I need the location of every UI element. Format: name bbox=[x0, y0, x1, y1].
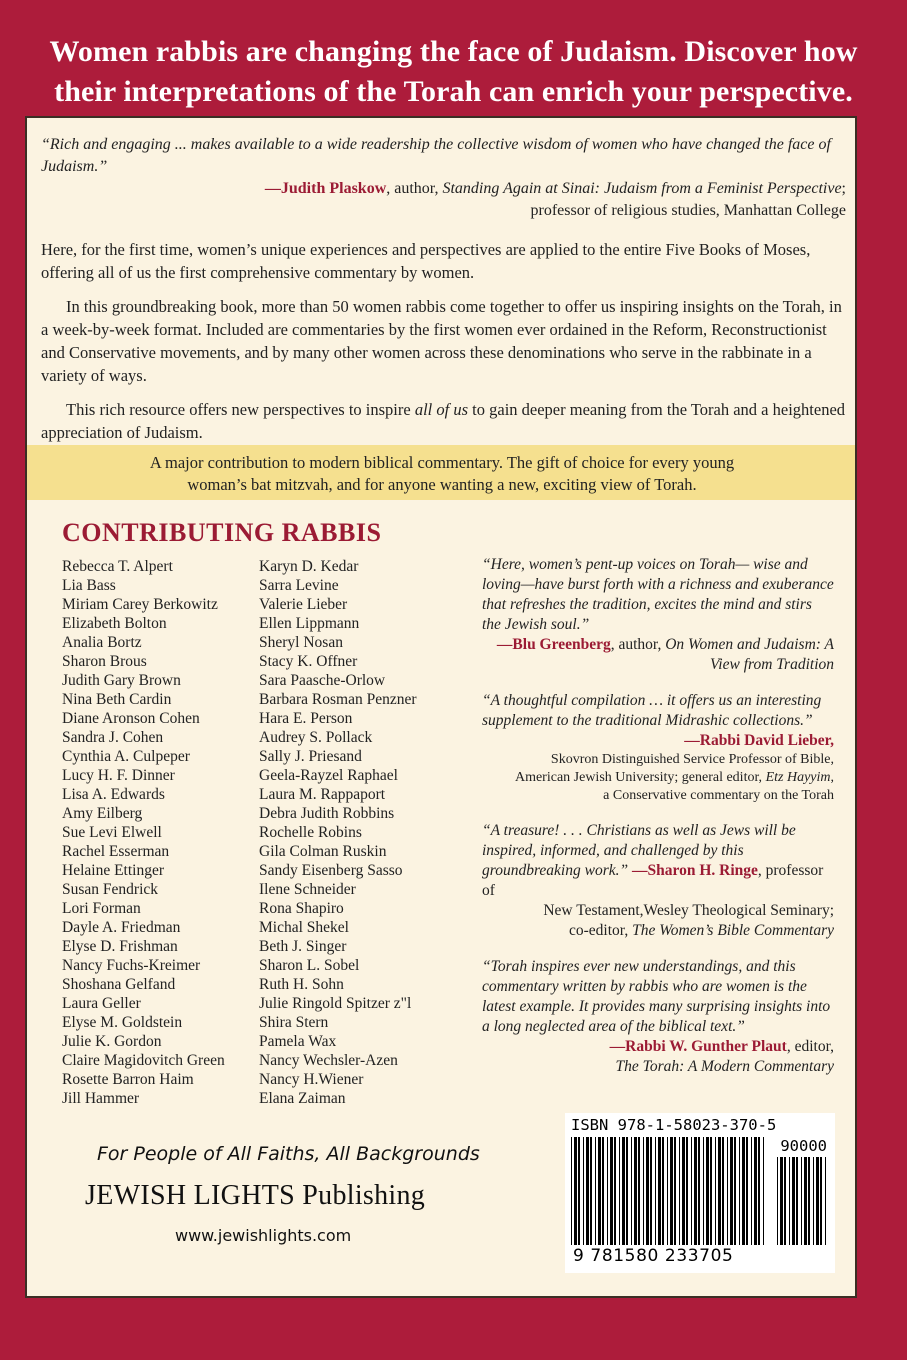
barcode-bar bbox=[784, 1157, 786, 1245]
contributor-name: Sarra Levine bbox=[259, 577, 339, 594]
lieber-affiliation-text: American Jewish University; general editor, bbox=[514, 770, 766, 785]
contributor-name: Amy Eilberg bbox=[62, 805, 143, 822]
contributor-name: Julie Ringold Spitzer z"l bbox=[259, 995, 412, 1012]
barcode-bar bbox=[825, 1157, 826, 1245]
contributor-name: Debra Judith Robbins bbox=[259, 805, 395, 822]
lieber-author-line bbox=[482, 731, 834, 751]
plaut-endorsement bbox=[482, 957, 834, 1077]
plaut-attribution bbox=[482, 1037, 834, 1057]
contributor-name: Rochelle Robins bbox=[259, 824, 362, 841]
contributor-name: Nancy Fuchs-Kreimer bbox=[62, 957, 201, 974]
barcode-bar bbox=[619, 1137, 620, 1245]
contributor-name: Judith Gary Brown bbox=[62, 672, 181, 689]
ringe-coeditor bbox=[482, 921, 834, 941]
barcode-bar bbox=[583, 1137, 584, 1245]
contributor-name: Valerie Lieber bbox=[259, 596, 348, 613]
barcode-bar bbox=[667, 1137, 668, 1245]
isbn-barcode bbox=[565, 1113, 835, 1273]
barcode-bar bbox=[804, 1157, 807, 1245]
plaut-role: , editor, bbox=[786, 1038, 834, 1055]
contributor-name: Michal Shekel bbox=[259, 919, 349, 936]
contributor-name: Elyse M. Goldstein bbox=[62, 1014, 183, 1031]
contributor-name: Elana Zaiman bbox=[259, 1090, 346, 1107]
plaut-quote-text: “Torah inspires ever new understandings, and this commentary written by rabbis who are women is the latest example. It provides many surprising insights into a long neglected area of the biblical text.” bbox=[482, 958, 831, 1035]
p3-emphasis: all of us bbox=[414, 400, 469, 419]
description-paragraph-3 bbox=[41, 398, 846, 444]
barcode-bar bbox=[703, 1137, 704, 1245]
greenberg-author: —Blu Greenberg bbox=[496, 636, 611, 653]
barcode-bar bbox=[578, 1137, 580, 1245]
barcode-bar bbox=[574, 1137, 577, 1245]
barcode-bar bbox=[780, 1157, 783, 1245]
contributor-name: Helaine Ettinger bbox=[62, 862, 164, 879]
contributor-name: Cynthia A. Culpeper bbox=[62, 748, 190, 765]
barcode-bar bbox=[710, 1137, 712, 1245]
headline-line-2: their interpretations of the Torah can enrich your perspective. bbox=[54, 75, 853, 108]
contributor-name: Rebecca T. Alpert bbox=[62, 558, 173, 575]
barcode-bar bbox=[816, 1157, 819, 1245]
barcode-bar bbox=[571, 1137, 572, 1245]
barcode-bar bbox=[792, 1157, 795, 1245]
plaskow-affiliation: professor of religious studies, Manhattan College bbox=[530, 202, 846, 219]
barcode-bar bbox=[607, 1137, 608, 1245]
cover-headline bbox=[30, 32, 877, 112]
barcode-bar bbox=[650, 1137, 652, 1245]
lieber-endorsement bbox=[482, 691, 834, 805]
contributor-name: Rona Shapiro bbox=[259, 900, 344, 917]
contributor-name: Sharon L. Sobel bbox=[259, 957, 360, 974]
greenberg-role: , author, bbox=[610, 636, 666, 653]
band-line-1: A major contribution to modern biblical commentary. The gift of choice for every young bbox=[149, 453, 735, 472]
barcode-bar bbox=[682, 1137, 685, 1245]
barcode-bar bbox=[679, 1137, 680, 1245]
lieber-quote-text: “A thoughtful compilation … it offers us an interesting supplement to the traditional Midrashic collections.” bbox=[482, 692, 822, 729]
contributor-name: Lucy H. F. Dinner bbox=[62, 767, 175, 784]
contributor-name: Miriam Carey Berkowitz bbox=[62, 596, 218, 613]
contributor-name: Diane Aronson Cohen bbox=[62, 710, 200, 727]
isbn-label: ISBN 978-1-58023-370-5 bbox=[571, 1116, 777, 1134]
contributor-name: Sally J. Priesand bbox=[259, 748, 362, 765]
barcode-bar bbox=[813, 1157, 814, 1245]
contributor-name: Lori Forman bbox=[62, 900, 141, 917]
p3-end: to gain deeper meaning from the Torah and a heightened appreciation of Judaism. bbox=[41, 400, 846, 442]
contributor-name: Jill Hammer bbox=[62, 1090, 140, 1107]
contributor-name: Dayle A. Friedman bbox=[62, 919, 181, 936]
lieber-book: Etz Hayyim bbox=[765, 770, 831, 785]
barcode-bar bbox=[598, 1137, 601, 1245]
contributors-column-2 bbox=[259, 557, 417, 1108]
barcode-bar bbox=[610, 1137, 613, 1245]
ringe-quote-text bbox=[482, 821, 834, 901]
barcode-bar bbox=[662, 1137, 664, 1245]
barcode-bar bbox=[631, 1137, 632, 1245]
barcode-bar bbox=[590, 1137, 592, 1245]
barcode-bar bbox=[586, 1137, 589, 1245]
contributor-name: Nancy Wechsler-Azen bbox=[259, 1052, 398, 1069]
barcode-bar bbox=[751, 1137, 752, 1245]
price-code: 90000 bbox=[780, 1137, 827, 1155]
barcode-bar bbox=[730, 1137, 733, 1245]
barcode-bar bbox=[808, 1157, 810, 1245]
barcode-bar bbox=[658, 1137, 661, 1245]
endorsements-column bbox=[482, 555, 834, 1093]
barcode-bar bbox=[670, 1137, 673, 1245]
contributor-name: Ilene Schneider bbox=[259, 881, 356, 898]
contributor-name: Gila Colman Ruskin bbox=[259, 843, 387, 860]
tagline: For People of All Faiths, All Backgrounds bbox=[97, 1143, 480, 1165]
barcode-bar bbox=[634, 1137, 637, 1245]
barcode-bar bbox=[801, 1157, 802, 1245]
contributor-name: Rosette Barron Haim bbox=[62, 1071, 194, 1088]
contributor-name: Nina Beth Cardin bbox=[62, 691, 172, 708]
contributor-name: Karyn D. Kedar bbox=[259, 558, 359, 575]
barcode-bar bbox=[746, 1137, 748, 1245]
barcode-bar bbox=[622, 1137, 625, 1245]
contributor-name: Laura M. Rappaport bbox=[259, 786, 386, 803]
contributor-name: Sara Paasche-Orlow bbox=[259, 672, 386, 689]
ringe-affiliation: New Testament,Wesley Theological Seminary; bbox=[543, 902, 834, 919]
barcode-bar bbox=[715, 1137, 716, 1245]
barcode-bar bbox=[674, 1137, 676, 1245]
plaut-book: The Torah: A Modern Commentary bbox=[615, 1058, 834, 1075]
description-paragraph-1: Here, for the first time, women’s unique experiences and perspectives are applied to the entire Five Books of Moses, offering all of us the first comprehensive commentary by women. bbox=[41, 240, 811, 282]
barcode-bar bbox=[777, 1157, 778, 1245]
contributor-name: Sharon Brous bbox=[62, 653, 147, 670]
contributors-column-1 bbox=[62, 557, 225, 1108]
contributor-name: Laura Geller bbox=[62, 995, 141, 1012]
contributors-heading: CONTRIBUTING RABBIS bbox=[62, 518, 382, 547]
contributor-name: Audrey S. Pollack bbox=[259, 729, 373, 746]
contributor-name: Barbara Rosman Penzner bbox=[259, 691, 417, 708]
lieber-book-desc: a Conservative commentary on the Torah bbox=[603, 788, 834, 803]
greenberg-endorsement bbox=[482, 555, 834, 675]
barcode-bar bbox=[646, 1137, 649, 1245]
contributor-name: Claire Magidovitch Green bbox=[62, 1052, 225, 1069]
barcode-bar bbox=[820, 1157, 822, 1245]
barcode-bar bbox=[739, 1137, 740, 1245]
highlight-band-text bbox=[57, 452, 827, 496]
lieber-title: Skovron Distinguished Service Professor of Bible, bbox=[550, 752, 834, 767]
contributor-name: Analia Bortz bbox=[62, 634, 142, 651]
back-cover-panel bbox=[25, 116, 857, 1298]
contributor-name: Sue Levi Elwell bbox=[62, 824, 162, 841]
price-barcode-bars bbox=[777, 1157, 829, 1245]
contributor-name: Pamela Wax bbox=[259, 1033, 337, 1050]
contributor-name: Sandy Eisenberg Sasso bbox=[259, 862, 403, 879]
ringe-role: , professor of bbox=[482, 862, 824, 899]
barcode-bar bbox=[763, 1137, 764, 1245]
plaut-book-line bbox=[482, 1057, 834, 1077]
barcode-bar bbox=[691, 1137, 692, 1245]
barcode-bar bbox=[796, 1157, 798, 1245]
ringe-author: —Sharon H. Ringe bbox=[631, 862, 758, 879]
barcode-bar bbox=[742, 1137, 745, 1245]
plaskow-quote-text: “Rich and engaging ... makes available to a wide readership the collective wisdom of women who have changed the face of Judaism.” bbox=[41, 136, 831, 175]
barcode-bar bbox=[602, 1137, 604, 1245]
greenberg-quote-text: “Here, women’s pent-up voices on Torah— wise and loving—have burst forth with a richness and exuberance that refreshes the tradition, excites the mind and stirs the Jewish soul.” bbox=[482, 556, 834, 633]
lieber-affiliation-end: , bbox=[830, 770, 834, 785]
contributor-name: Ellen Lippmann bbox=[259, 615, 360, 632]
contributor-name: Susan Fendrick bbox=[62, 881, 159, 898]
contributor-name: Shoshana Gelfand bbox=[62, 976, 176, 993]
contributor-name: Stacy K. Offner bbox=[259, 653, 358, 670]
barcode-bar bbox=[727, 1137, 728, 1245]
book-description bbox=[41, 238, 846, 455]
barcode-bar bbox=[734, 1137, 736, 1245]
plaut-author: —Rabbi W. Gunther Plaut bbox=[609, 1038, 787, 1055]
contributor-name: Nancy H.Wiener bbox=[259, 1071, 364, 1088]
band-line-2: woman’s bat mitzvah, and for anyone wanting a new, exciting view of Torah. bbox=[187, 475, 697, 494]
barcode-bar bbox=[626, 1137, 628, 1245]
barcode-bar bbox=[706, 1137, 709, 1245]
barcode-bar bbox=[614, 1137, 616, 1245]
contributor-name: Shira Stern bbox=[259, 1014, 329, 1031]
contributor-name: Beth J. Singer bbox=[259, 938, 347, 955]
contributor-name: Geela-Rayzel Raphael bbox=[259, 767, 398, 784]
plaskow-book: Standing Again at Sinai: Judaism from a Feminist Perspective bbox=[442, 180, 842, 197]
contributor-name: Lisa A. Edwards bbox=[62, 786, 165, 803]
description-paragraph-2: In this groundbreaking book, more than 50 women rabbis come together to offer us inspiring insights on the Torah, in a week-by-week format. Included are commentaries by the first women ever ordained in the Reform, Reconstructionist and Conservative movements, and by many other women across these denominations who serve in the rabbinate in a variety of ways. bbox=[41, 297, 842, 385]
contributor-name: Elizabeth Bolton bbox=[62, 615, 167, 632]
greenberg-attribution bbox=[482, 635, 834, 675]
plaskow-author: —Judith Plaskow bbox=[264, 180, 387, 197]
barcode-bar bbox=[754, 1137, 757, 1245]
plaskow-attribution bbox=[41, 178, 846, 200]
lieber-author: —Rabbi David Lieber, bbox=[684, 732, 834, 749]
barcode-bar bbox=[595, 1137, 596, 1245]
ringe-endorsement bbox=[482, 821, 834, 941]
barcode-bar bbox=[718, 1137, 721, 1245]
ringe-quote: “A treasure! . . . Christians as well as Jews will be inspired, informed, and challenged by this groundbreaking work.” bbox=[482, 822, 796, 879]
publisher-website: www.jewishlights.com bbox=[175, 1226, 352, 1245]
plaskow-role: , author, bbox=[386, 180, 443, 197]
ringe-book: The Women’s Bible Commentary bbox=[632, 922, 834, 939]
contributor-name: Sandra J. Cohen bbox=[62, 729, 164, 746]
publisher-logo-text: JEWISH LIGHTS Publishing bbox=[85, 1180, 426, 1211]
isbn-number: 9 781580 233705 bbox=[573, 1246, 734, 1266]
barcode-bars bbox=[571, 1137, 767, 1245]
barcode-bar bbox=[638, 1137, 640, 1245]
contributor-name: Lia Bass bbox=[62, 577, 116, 594]
barcode-bar bbox=[686, 1137, 688, 1245]
contributor-name: Sheryl Nosan bbox=[259, 634, 343, 651]
contributor-name: Elyse D. Frishman bbox=[62, 938, 178, 955]
contributor-name: Rachel Esserman bbox=[62, 843, 170, 860]
barcode-bar bbox=[694, 1137, 697, 1245]
contributor-name: Hara E. Person bbox=[259, 710, 353, 727]
plaskow-endorsement bbox=[41, 134, 846, 222]
barcode-bar bbox=[789, 1157, 790, 1245]
contributor-name: Julie K. Gordon bbox=[62, 1033, 162, 1050]
barcode-bar bbox=[722, 1137, 724, 1245]
ringe-coeditor-text: co-editor, bbox=[569, 922, 633, 939]
greenberg-book: On Women and Judaism: A View from Tradition bbox=[665, 636, 834, 673]
lieber-affiliation bbox=[482, 769, 834, 787]
headline-line-1: Women rabbis are changing the face of Judaism. Discover how bbox=[49, 35, 858, 68]
barcode-bar bbox=[698, 1137, 700, 1245]
p3-start: This rich resource offers new perspectives to inspire bbox=[66, 400, 415, 419]
barcode-bar bbox=[643, 1137, 644, 1245]
barcode-bar bbox=[758, 1137, 760, 1245]
barcode-bar bbox=[655, 1137, 656, 1245]
plaskow-role-end: ; bbox=[841, 180, 846, 197]
contributor-name: Ruth H. Sohn bbox=[259, 976, 344, 993]
